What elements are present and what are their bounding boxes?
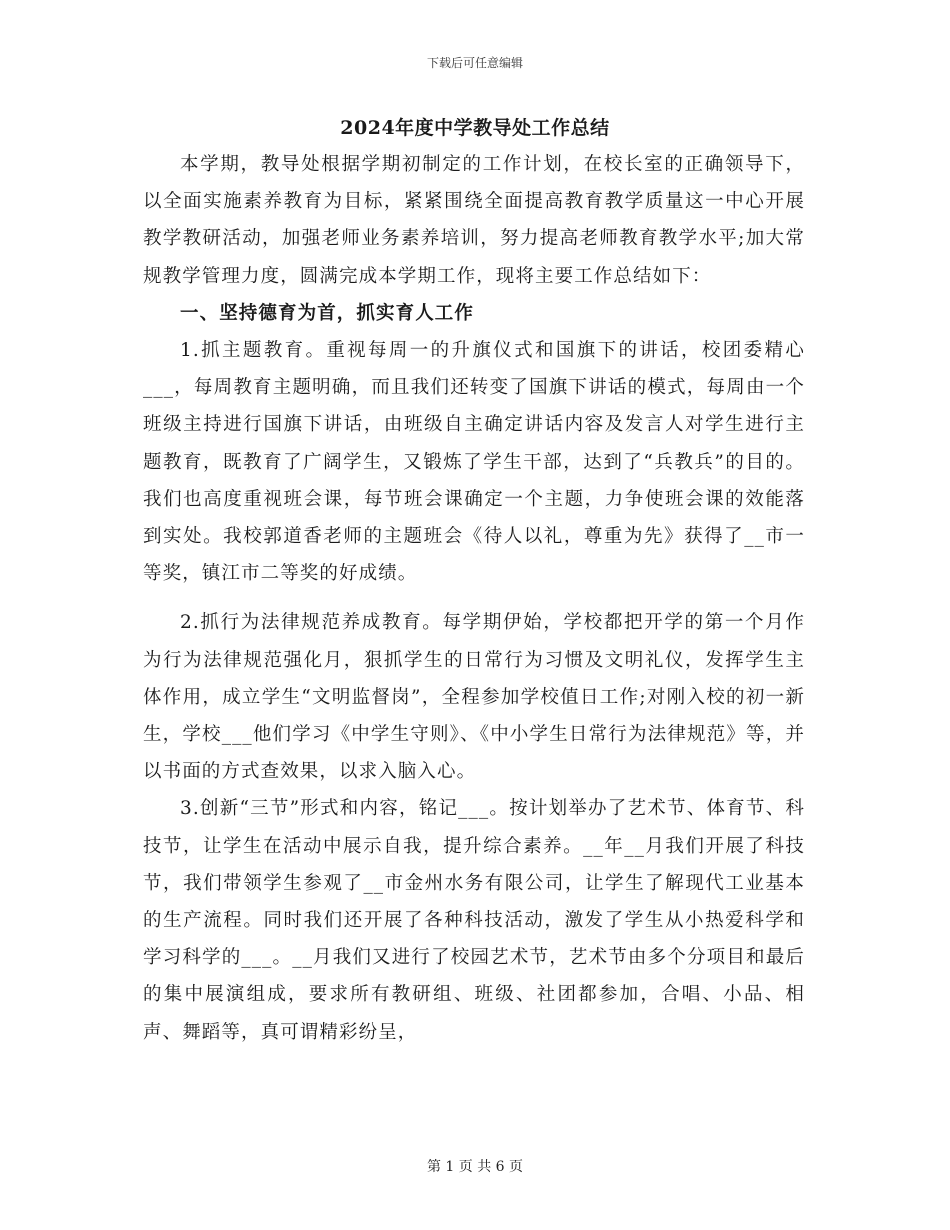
document-body — [143, 146, 805, 1051]
document-title: 2024年度中学教导处工作总结 — [340, 117, 610, 139]
section-heading: 一、坚持德育为首，抓实育人工作 — [180, 302, 475, 324]
page-number: 第 1 页 共 6 页 — [426, 1159, 524, 1175]
paragraph-item-1: 1.抓主题教育。重视每周一的升旗仪式和国旗下的讲话，校团委精心___，每周教育主题明确，而且我们还转变了国旗下讲话的模式，每周由一个班级主持进行国旗下讲话，由班级自主确定讲话内容及发言人对学生进行主题教育，既教育了广阔学生，又锻炼了学生干部，达到了“兵教兵”的目的。我们也高度重视班会课，每节班会课确定一个主题，力争使班会课的效能落到实处。我校郭道香老师的主题班会《待人以礼，尊重为先》获得了__市一等奖，镇江市二等奖的好成绩。 — [143, 340, 805, 585]
intro-paragraph: 本学期，教导处根据学期初制定的工作计划，在校长室的正确领导下，以全面实施素养教育为目标，紧紧围绕全面提高教育教学质量这一中心开展教学教研活动，加强老师业务素养培训，努力提高老师教育教学水平;加大常规教学管理力度，圆满完成本学期工作，现将主要工作总结如下： — [143, 154, 805, 287]
paragraph-item-2: 2.抓行为法律规范养成教育。每学期伊始，学校都把开学的第一个月作为行为法律规范强化月，狠抓学生的日常行为习惯及文明礼仪，发挥学生主体作用，成立学生“文明监督岗”，全程参加学校值日工作;对刚入校的初一新生，学校___他们学习《中学生守则》、《中小学生日常行为法律规范》等，并以书面的方式查效果，以求入脑入心。 — [143, 612, 805, 783]
paragraph-item-3: 3.创新“三节”形式和内容，铭记___。按计划举办了艺术节、体育节、科技节，让学生在活动中展示自我，提升综合素养。__年__月我们开展了科技节，我们带领学生参观了__市金州水务有限公司，让学生了解现代工业基本的生产流程。同时我们还开展了各种科技活动，激发了学生从小热爱科学和学习科学的___。__月我们又进行了校园艺术节，艺术节由多个分项目和最后的集中展演组成，要求所有教研组、班级、社团都参加，合唱、小品、相声、舞蹈等，真可谓精彩纷呈， — [143, 798, 805, 1043]
download-note: 下载后可任意编辑 — [426, 56, 523, 70]
